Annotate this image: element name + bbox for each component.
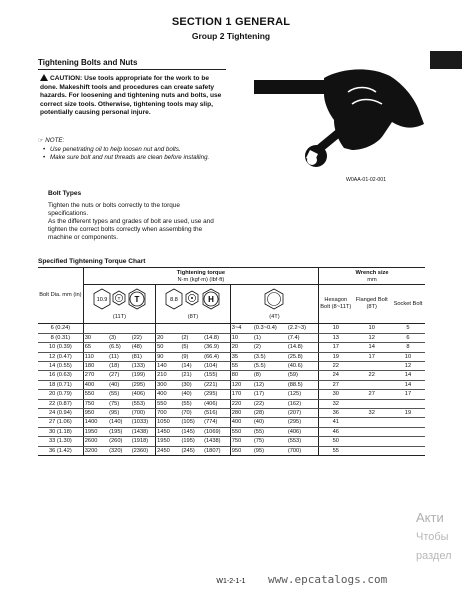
table-cell: 22 xyxy=(319,362,353,371)
col-wrench-size: Wrench size mm xyxy=(319,268,425,285)
table-row xyxy=(38,333,425,342)
table-cell: 1400 xyxy=(83,418,108,427)
table-cell: (1) xyxy=(253,333,287,342)
section-title: SECTION 1 GENERAL xyxy=(171,16,291,28)
table-cell xyxy=(352,427,390,436)
table-cell: (155) xyxy=(203,371,230,380)
table-cell: (55) xyxy=(181,399,204,408)
table-cell: (1438) xyxy=(203,437,230,446)
table-cell: 35 xyxy=(230,352,253,361)
bolt-types-para2: As the different types and grades of bolt are used, use and tighten the correct bolts correctly when assembling the machine or components. xyxy=(48,218,214,241)
table-cell: (774) xyxy=(203,418,230,427)
group-title: Group 2 Tightening xyxy=(191,31,271,41)
table-cell: 8 xyxy=(391,343,425,352)
activation-overlay-line2: Чтобы xyxy=(416,531,449,543)
table-cell: (2360) xyxy=(131,446,156,455)
table-cell: (7.4) xyxy=(287,333,319,342)
table-cell xyxy=(352,380,390,389)
table-cell: (95) xyxy=(253,446,287,455)
table-cell: 6 xyxy=(391,333,425,342)
wrench-hand-illustration xyxy=(252,64,432,181)
table-cell: (21) xyxy=(181,371,204,380)
table-cell: 14 xyxy=(391,371,425,380)
table-cell: 400 xyxy=(230,418,253,427)
table-cell: 55 xyxy=(230,362,253,371)
grade-8-8-mark: 8.8 xyxy=(170,297,178,303)
table-cell: 14 xyxy=(352,343,390,352)
table-cell: 2600 xyxy=(83,437,108,446)
table-cell: (8) xyxy=(253,371,287,380)
table-cell: (22) xyxy=(253,399,287,408)
table-cell: 30 xyxy=(83,333,108,342)
table-cell: (195) xyxy=(181,437,204,446)
table-cell: (125) xyxy=(287,390,319,399)
table-cell xyxy=(156,324,181,333)
bolt-dia-cell: 24 (0.94) xyxy=(38,409,83,418)
table-cell: (145) xyxy=(181,427,204,436)
table-cell: (95) xyxy=(108,409,131,418)
table-cell xyxy=(352,362,390,371)
col-flanged-bolt: Flanged Bolt (8T) xyxy=(352,285,390,324)
table-row xyxy=(38,371,425,380)
table-cell: 2450 xyxy=(156,446,181,455)
table-cell: 550 xyxy=(83,390,108,399)
table-cell: 400 xyxy=(83,380,108,389)
table-cell: 36 xyxy=(319,409,353,418)
table-cell: (105) xyxy=(181,418,204,427)
table-cell: 170 xyxy=(230,390,253,399)
table-cell: 22 xyxy=(352,371,390,380)
note-label: NOTE: xyxy=(45,137,65,144)
chart-title: Specified Tightening Torque Chart xyxy=(38,258,146,265)
table-cell: (553) xyxy=(287,437,319,446)
table-cell: (48) xyxy=(131,343,156,352)
table-cell: (6.5) xyxy=(108,343,131,352)
table-cell: (199) xyxy=(131,371,156,380)
table-row xyxy=(38,427,425,436)
table-cell: 10 xyxy=(319,324,353,333)
table-cell: (14.8) xyxy=(203,333,230,342)
table-cell: 3200 xyxy=(83,446,108,455)
bolt-dia-cell: 30 (1.18) xyxy=(38,427,83,436)
table-cell: 17 xyxy=(391,390,425,399)
bolt-dia-cell: 10 (0.39) xyxy=(38,343,83,352)
table-cell: (30) xyxy=(181,380,204,389)
table-cell: (11) xyxy=(108,352,131,361)
table-cell: 180 xyxy=(83,362,108,371)
heading-tightening-bolts: Tightening Bolts and Nuts xyxy=(38,58,138,67)
table-cell: 1050 xyxy=(156,418,181,427)
table-cell: 400 xyxy=(156,390,181,399)
table-cell xyxy=(352,446,390,455)
table-cell: 10 xyxy=(352,324,390,333)
table-cell: (9) xyxy=(181,352,204,361)
table-cell: (81) xyxy=(131,352,156,361)
table-cell: (55) xyxy=(253,427,287,436)
table-cell: (1918) xyxy=(131,437,156,446)
table-cell: 1450 xyxy=(156,427,181,436)
table-cell: (3) xyxy=(108,333,131,342)
table-cell: (25.8) xyxy=(287,352,319,361)
table-cell xyxy=(203,324,230,333)
table-cell: 120 xyxy=(230,380,253,389)
bolt-dia-cell: 36 (1.42) xyxy=(38,446,83,455)
bolt-dia-cell: 8 (0.31) xyxy=(38,333,83,342)
table-cell: (12) xyxy=(253,380,287,389)
table-cell: 750 xyxy=(83,399,108,408)
col-hex-bolt: Hexagon Bolt (8~11T) xyxy=(319,285,353,324)
table-cell: 27 xyxy=(319,380,353,389)
table-cell: (14.8) xyxy=(287,343,319,352)
note-icon: ☞ xyxy=(38,137,44,144)
table-cell: 65 xyxy=(83,343,108,352)
table-cell: 270 xyxy=(83,371,108,380)
table-row xyxy=(38,362,425,371)
table-cell: 13 xyxy=(319,333,353,342)
table-cell: 50 xyxy=(156,343,181,352)
table-row xyxy=(38,390,425,399)
table-cell: (28) xyxy=(253,409,287,418)
table-cell: 550 xyxy=(230,427,253,436)
table-cell: (2) xyxy=(253,343,287,352)
table-cell xyxy=(391,399,425,408)
table-cell: 10 xyxy=(391,352,425,361)
table-cell: 950 xyxy=(230,446,253,455)
table-cell: 46 xyxy=(319,427,353,436)
table-cell: (406) xyxy=(131,390,156,399)
torque-table xyxy=(38,267,425,456)
grade-11t-label: (11T) xyxy=(83,313,155,321)
table-cell: (553) xyxy=(131,399,156,408)
table-cell: (700) xyxy=(287,446,319,455)
col-tightening-torque: Tightening torque N·m (kgf·m) (lbf·ft) xyxy=(83,268,318,285)
table-cell: (5.5) xyxy=(253,362,287,371)
table-cell: (295) xyxy=(203,390,230,399)
watermark-url: www.epcatalogs.com xyxy=(268,573,388,586)
table-cell: 3~4 xyxy=(230,324,253,333)
table-cell: (0.3~0.4) xyxy=(253,324,287,333)
table-cell: 220 xyxy=(230,399,253,408)
grade-10-9-mark: 10.9 xyxy=(97,297,108,303)
table-cell: 90 xyxy=(156,352,181,361)
table-cell: 700 xyxy=(156,409,181,418)
table-cell: (1069) xyxy=(203,427,230,436)
section-tab-marker xyxy=(430,51,462,69)
table-cell: (260) xyxy=(108,437,131,446)
table-cell: 110 xyxy=(83,352,108,361)
table-row xyxy=(38,380,425,389)
table-cell: (22) xyxy=(131,333,156,342)
table-cell: 12 xyxy=(352,333,390,342)
table-cell: (36.9) xyxy=(203,343,230,352)
table-cell: 27 xyxy=(352,390,390,399)
table-cell xyxy=(391,437,425,446)
table-row xyxy=(38,409,425,418)
table-cell: (1438) xyxy=(131,427,156,436)
table-cell: (75) xyxy=(253,437,287,446)
table-cell: (207) xyxy=(287,409,319,418)
bolt-types-para1: Tighten the nuts or bolts correctly to the torque specifications. xyxy=(48,202,180,217)
warning-triangle-icon xyxy=(40,74,48,81)
table-cell xyxy=(352,437,390,446)
table-cell: 140 xyxy=(156,362,181,371)
table-cell: (40) xyxy=(108,380,131,389)
table-cell: (140) xyxy=(108,418,131,427)
grade-11t-icons xyxy=(83,285,155,314)
table-cell: 19 xyxy=(391,409,425,418)
table-cell xyxy=(108,324,131,333)
table-cell: 280 xyxy=(230,409,253,418)
table-cell: 950 xyxy=(83,409,108,418)
table-cell xyxy=(352,399,390,408)
wrench-hand-icon xyxy=(252,64,432,176)
activation-overlay-line1: Акти xyxy=(416,510,444,525)
table-cell: 30 xyxy=(319,390,353,399)
table-cell: (14) xyxy=(181,362,204,371)
bolt-dia-cell: 22 (0.87) xyxy=(38,399,83,408)
table-cell: (245) xyxy=(181,446,204,455)
table-cell: (40) xyxy=(253,418,287,427)
table-cell: 32 xyxy=(352,409,390,418)
table-cell: (70) xyxy=(181,409,204,418)
caution-block xyxy=(40,74,225,118)
table-cell: (75) xyxy=(108,399,131,408)
bolt-dia-cell: 14 (0.55) xyxy=(38,362,83,371)
caution-text: Use tools appropriate for the work to be done. Makeshift tools and procedures can create safety hazards. For loosening and tightening nuts and bolts, use correct size tools. Otherwise, tightening tools may slip, potentially causing personal injure. xyxy=(40,75,222,117)
table-cell: (1807) xyxy=(203,446,230,455)
table-cell: 10 xyxy=(230,333,253,342)
bolt-dia-cell: 16 (0.63) xyxy=(38,371,83,380)
figure-code: W0AA-01-02-001 xyxy=(346,177,387,183)
bolt-dia-cell: 33 (1.30) xyxy=(38,437,83,446)
bolt-types-title: Bolt Types xyxy=(48,190,82,197)
note-item: • Use penetrating oil to help loosen nut and bolts. xyxy=(50,146,228,154)
table-cell xyxy=(391,427,425,436)
table-cell: (133) xyxy=(131,362,156,371)
table-cell: (66.4) xyxy=(203,352,230,361)
grade-8t-icons xyxy=(156,285,231,314)
table-cell: 12 xyxy=(391,362,425,371)
bolt-dia-cell: 27 (1.06) xyxy=(38,418,83,427)
table-row xyxy=(38,324,425,333)
grade-4t-icon xyxy=(230,285,318,314)
table-cell: 24 xyxy=(319,371,353,380)
bolt-types-text xyxy=(48,202,218,242)
grade-t-mark: T xyxy=(134,295,140,304)
table-cell: 14 xyxy=(391,380,425,389)
heading-underline xyxy=(38,69,226,70)
table-cell: 19 xyxy=(319,352,353,361)
table-cell: 20 xyxy=(156,333,181,342)
table-cell: (295) xyxy=(131,380,156,389)
col-socket-bolt: Socket Bolt xyxy=(391,285,425,324)
table-cell: (40.6) xyxy=(287,362,319,371)
table-cell: (295) xyxy=(287,418,319,427)
bolt-dia-cell: 20 (0.79) xyxy=(38,390,83,399)
table-cell: 750 xyxy=(230,437,253,446)
table-cell xyxy=(83,324,108,333)
table-cell: (700) xyxy=(131,409,156,418)
table-cell: (59) xyxy=(287,371,319,380)
table-cell: 50 xyxy=(319,437,353,446)
table-row xyxy=(38,352,425,361)
grade-h-mark: H xyxy=(208,295,214,304)
table-cell: 1950 xyxy=(156,437,181,446)
table-cell: (406) xyxy=(287,427,319,436)
table-cell: (221) xyxy=(203,380,230,389)
table-cell xyxy=(391,446,425,455)
caution-label: CAUTION: xyxy=(50,75,83,82)
table-cell: (516) xyxy=(203,409,230,418)
table-cell: (5) xyxy=(181,343,204,352)
table-cell: 80 xyxy=(230,371,253,380)
table-cell xyxy=(131,324,156,333)
table-cell: (162) xyxy=(287,399,319,408)
table-row xyxy=(38,418,425,427)
table-cell: 32 xyxy=(319,399,353,408)
table-cell: 5 xyxy=(391,324,425,333)
table-cell xyxy=(352,418,390,427)
table-cell: 17 xyxy=(352,352,390,361)
table-row xyxy=(38,437,425,446)
table-cell: (17) xyxy=(253,390,287,399)
table-cell: (2) xyxy=(181,333,204,342)
bolt-dia-cell: 18 (0.71) xyxy=(38,380,83,389)
table-cell: (195) xyxy=(108,427,131,436)
table-cell: (88.5) xyxy=(287,380,319,389)
table-cell xyxy=(391,418,425,427)
table-row xyxy=(38,343,425,352)
page-code: W1-2-1-1 xyxy=(216,578,246,585)
table-cell xyxy=(181,324,204,333)
grade-8t-label: (8T) xyxy=(156,313,231,321)
table-cell: (3.5) xyxy=(253,352,287,361)
table-cell: 55 xyxy=(319,446,353,455)
note-block xyxy=(38,137,228,163)
note-item: • Make sure bolt and nut threads are clean before installing. xyxy=(50,154,228,162)
grade-4t-label: (4T) xyxy=(230,313,318,321)
table-cell: 210 xyxy=(156,371,181,380)
table-cell: (27) xyxy=(108,371,131,380)
table-row xyxy=(38,399,425,408)
table-cell: (40) xyxy=(181,390,204,399)
table-cell: 17 xyxy=(319,343,353,352)
table-cell: (2.2~3) xyxy=(287,324,319,333)
bolt-dia-cell: 12 (0.47) xyxy=(38,352,83,361)
table-cell: (18) xyxy=(108,362,131,371)
table-cell: (104) xyxy=(203,362,230,371)
table-cell: 1950 xyxy=(83,427,108,436)
col-bolt-dia: Bolt Dia. mm (in) xyxy=(38,268,83,324)
table-cell: (55) xyxy=(108,390,131,399)
activation-overlay-line3: раздел xyxy=(416,550,452,562)
table-cell: (320) xyxy=(108,446,131,455)
table-cell: 41 xyxy=(319,418,353,427)
table-cell: (406) xyxy=(203,399,230,408)
table-row xyxy=(38,446,425,455)
table-cell: 300 xyxy=(156,380,181,389)
table-cell: 550 xyxy=(156,399,181,408)
table-cell: 20 xyxy=(230,343,253,352)
grade-t-mark-small: T xyxy=(118,296,121,301)
table-cell: (1033) xyxy=(131,418,156,427)
bolt-dia-cell: 6 (0.24) xyxy=(38,324,83,333)
